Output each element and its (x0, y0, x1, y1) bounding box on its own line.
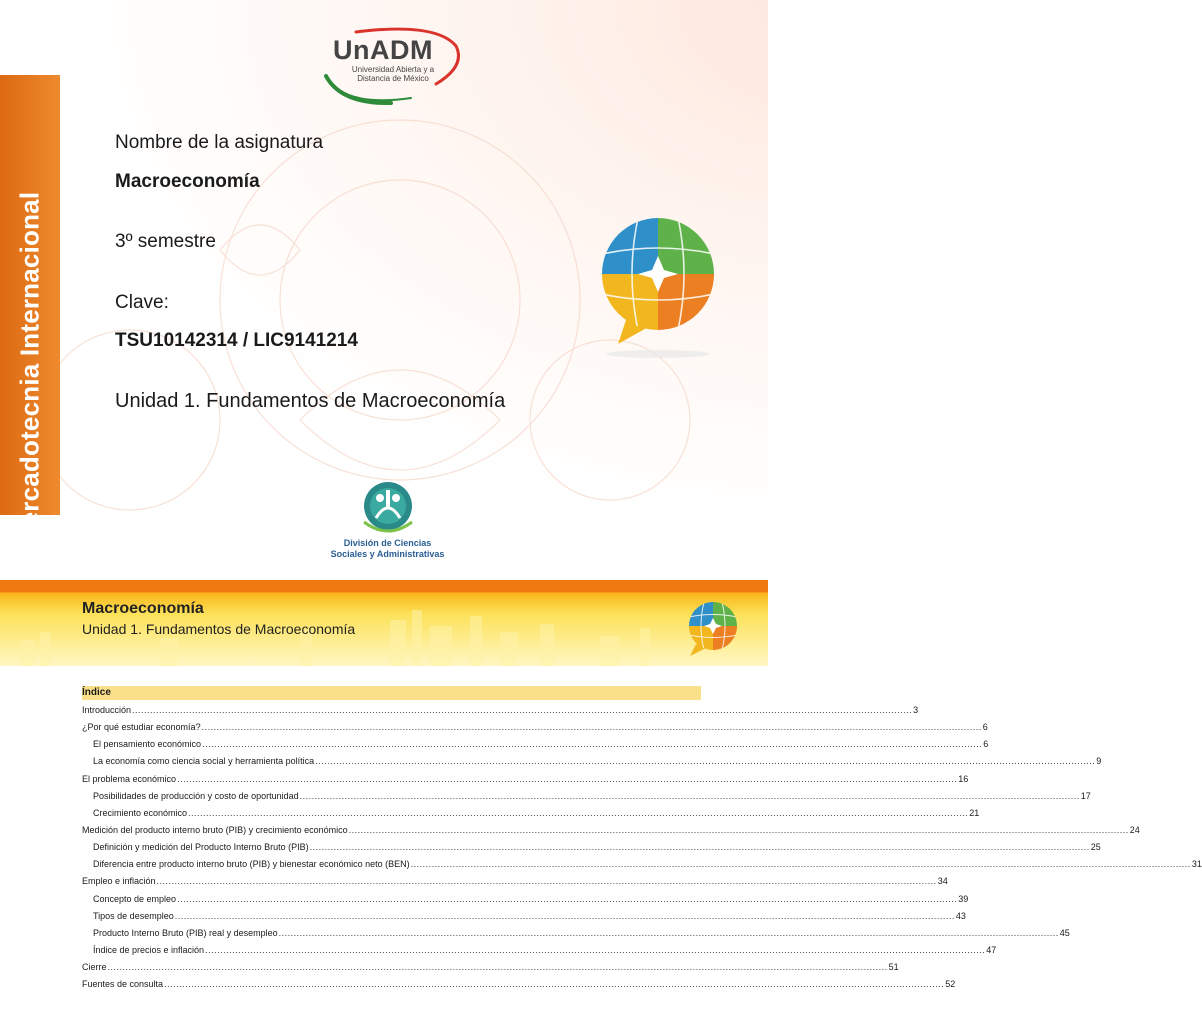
toc-entry-label: Índice de precios e inflación (93, 944, 205, 955)
division-logo-icon (358, 478, 418, 534)
toc-entry-page: 24 (1129, 824, 1140, 835)
toc-leader-dots: .................................................................................................................................................................................................................................................................... (132, 705, 913, 715)
toc-leader-dots: .................................................................................................................................................................................................................................................................... (278, 927, 1059, 938)
toc-entry-label: La economía como ciencia social y herramienta política (93, 756, 315, 767)
toc-entry[interactable] (82, 859, 1202, 876)
unadm-logo-subtitle (343, 65, 443, 83)
unadm-subtitle-line-1: Universidad Abierta y a (351, 65, 435, 74)
toc-entry-label: Fuentes de consulta (82, 979, 164, 990)
toc-entry-label: Definición y medición del Producto Interno Bruto (PIB) (93, 842, 309, 853)
division-line-1: División de Ciencias (343, 538, 432, 548)
toc-entry[interactable] (82, 739, 989, 756)
index-title: Índice (82, 686, 701, 700)
toc-entry-label: ¿Por qué estudiar economía? (82, 722, 201, 733)
toc-entry-page: 17 (1080, 790, 1091, 801)
toc-entry-page: 9 (1096, 756, 1102, 767)
key-value: TSU10142314 / LIC9141214 (115, 330, 358, 351)
toc-entry[interactable] (82, 962, 899, 979)
toc-leader-dots: .................................................................................................................................................................................................................................................................... (205, 944, 986, 955)
toc-entry[interactable] (82, 927, 1070, 945)
program-side-band (0, 75, 60, 549)
toc-entry[interactable] (82, 979, 956, 996)
toc-leader-dots: .................................................................................................................................................................................................................................................................... (156, 876, 937, 887)
toc-leader-dots: .................................................................................................................................................................................................................................................................... (309, 842, 1090, 853)
toc-entry-page: 6 (982, 722, 988, 733)
program-name: Mercadotecnia Internacional (14, 191, 45, 549)
toc-entry-page: 6 (983, 739, 989, 750)
semester: 3º semestre (115, 231, 216, 252)
cover-page (0, 0, 768, 578)
toc-entry-label: El problema económico (82, 773, 177, 784)
toc-entry-page: 3 (913, 705, 919, 715)
table-of-contents (82, 705, 1202, 996)
toc-entry[interactable] (82, 842, 1101, 859)
toc-entry[interactable] (82, 876, 948, 893)
toc-entry-page: 21 (969, 807, 980, 818)
key-label: Clave: (115, 292, 169, 313)
toc-entry-page: 34 (937, 876, 948, 887)
toc-leader-dots: .................................................................................................................................................................................................................................................................... (188, 807, 969, 818)
header-course-title: Macroeconomía (82, 600, 204, 617)
toc-leader-dots: .................................................................................................................................................................................................................................................................... (164, 979, 945, 990)
toc-entry-page: 39 (958, 893, 969, 904)
toc-leader-dots: .................................................................................................................................................................................................................................................................... (315, 756, 1096, 767)
toc-entry[interactable] (82, 824, 1140, 842)
toc-entry-page: 16 (958, 773, 969, 784)
toc-leader-dots: .................................................................................................................................................................................................................................................................... (177, 773, 958, 784)
toc-entry[interactable] (82, 705, 919, 722)
unadm-logo-title: UnADM (333, 35, 433, 65)
unit-title: Unidad 1. Fundamentos de Macroeconomía (115, 390, 506, 412)
toc-leader-dots: .................................................................................................................................................................................................................................................................... (348, 824, 1129, 835)
toc-entry-label: Cierre (82, 962, 107, 973)
toc-entry-label: Diferencia entre producto interno bruto (PIB) y bienestar económico neto (BEN) (93, 859, 410, 870)
toc-leader-dots: .................................................................................................................................................................................................................................................................... (174, 910, 955, 921)
toc-entry-label: Introducción (82, 705, 132, 715)
toc-entry-page: 47 (986, 944, 997, 955)
toc-entry[interactable] (82, 910, 966, 928)
toc-entry[interactable] (82, 807, 980, 825)
division-name (300, 538, 475, 560)
toc-entry-label: Producto Interno Bruto (PIB) real y desempleo (93, 927, 278, 938)
toc-leader-dots: .................................................................................................................................................................................................................................................................... (107, 962, 888, 973)
toc-entry[interactable] (82, 790, 1091, 808)
toc-leader-dots: .................................................................................................................................................................................................................................................................... (410, 859, 1191, 870)
globe-speech-bubble-small-icon (682, 600, 744, 658)
header-unit-subtitle: Unidad 1. Fundamentos de Macroeconomía (82, 621, 356, 637)
subject-name: Macroeconomía (115, 171, 260, 192)
toc-entry-label: Concepto de empleo (93, 893, 177, 904)
toc-entry[interactable] (82, 756, 1102, 773)
toc-entry[interactable] (82, 722, 988, 739)
toc-entry-label: El pensamiento económico (93, 739, 202, 750)
toc-leader-dots: .................................................................................................................................................................................................................................................................... (201, 722, 982, 733)
toc-leader-dots: .................................................................................................................................................................................................................................................................... (177, 893, 958, 904)
toc-entry-label: Tipos de desempleo (93, 910, 174, 921)
toc-entry[interactable] (82, 773, 969, 791)
globe-speech-bubble-icon (598, 214, 720, 364)
toc-entry-page: 52 (945, 979, 956, 990)
toc-leader-dots: .................................................................................................................................................................................................................................................................... (202, 739, 983, 750)
toc-entry-page: 51 (888, 962, 899, 973)
toc-entry-label: Posibilidades de producción y costo de oportunidad (93, 790, 299, 801)
division-line-2: Sociales y Administrativas (330, 549, 445, 559)
toc-entry[interactable] (82, 944, 997, 962)
toc-entry-label: Medición del producto interno bruto (PIB) y crecimiento económico (82, 824, 348, 835)
subject-label: Nombre de la asignatura (115, 132, 324, 153)
toc-entry-page: 25 (1090, 842, 1101, 853)
toc-entry-label: Crecimiento económico (93, 807, 188, 818)
toc-entry-page: 45 (1059, 927, 1070, 938)
toc-entry-page: 43 (955, 910, 966, 921)
toc-leader-dots: .................................................................................................................................................................................................................................................................... (299, 790, 1080, 801)
unadm-subtitle-line-2: Distancia de México (357, 74, 429, 83)
toc-entry-page: 31 (1191, 859, 1202, 870)
toc-entry-label: Empleo e inflación (82, 876, 156, 887)
toc-entry[interactable] (82, 893, 969, 911)
